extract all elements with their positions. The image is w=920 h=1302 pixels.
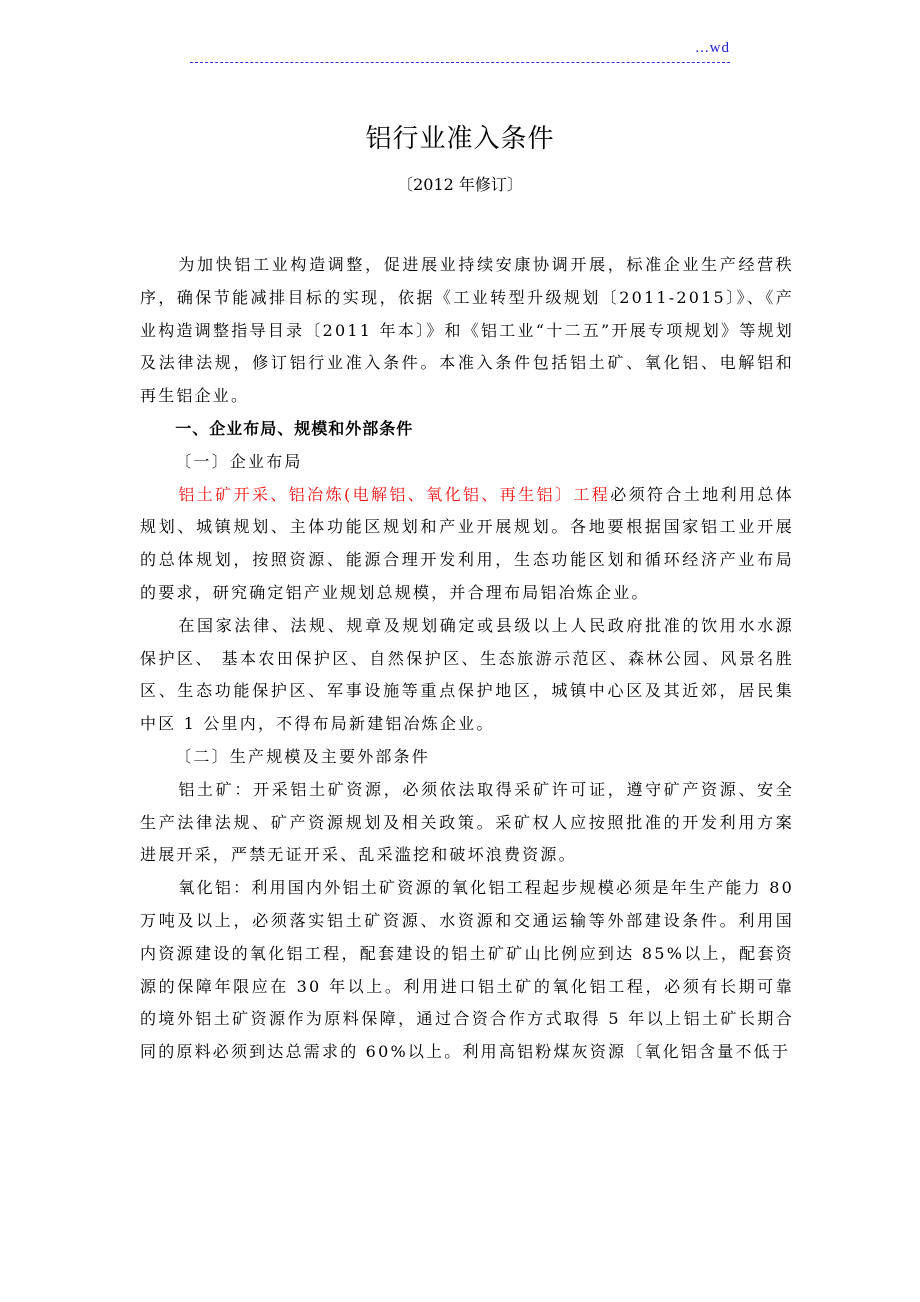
subsection-heading-1: 〔一〕企业布局 <box>175 451 303 471</box>
subsection-heading-2: 〔二〕生产规模及主要外部条件 <box>175 746 430 766</box>
header-mark: ...wd <box>695 40 730 56</box>
section-heading-1: 一、企业布局、规模和外部条件 <box>175 418 414 438</box>
bauxite-paragraph: 铝土矿：开采铝土矿资源，必须依法取得采矿许可证，遵守矿产资源、安全生产法律法规、矿产资源规划及相关政策。采矿权人应按照批准的开发利用方案进展开采，严禁无证开采、乱采滥挖和破坏浪费资源。 <box>140 779 794 865</box>
protection-paragraph: 在国家法律、法规、规章及规划确定或县级以上人民政府批准的饮用水水源保护区、 基本农田保护区、自然保护区、生态旅游示范区、森林公园、风景名胜区、生态功能保护区、军事设施等重点保护地区，城镇中心区及其近郊，居民集中区 1 公里内，不得布局新建铝冶炼企业。 <box>140 615 794 734</box>
alumina-paragraph: 氧化铝：利用国内外铝土矿资源的氧化铝工程起步规模必须是年生产能力 80 万吨及以上，必须落实铝土矿资源、水资源和交通运输等外部建设条件。利用国内资源建设的氧化铝工程，配套建设的铝土矿矿山比例应到达 85%以上，配套资源的保障年限应在 30 年以上。利用进口铝土矿的氧化铝工程，必须有长期可靠的境外铝土矿资源作为原料保障，通过合资合作方式取得 5 年以上铝土矿长期合同的原料必须到达总需求的 60%以上。利用高铝粉煤灰资源〔氧化铝含量不低于 <box>140 878 794 1062</box>
intro-paragraph: 为加快铝工业构造调整，促进展业持续安康协调开展，标准企业生产经营秩序，确保节能减排目标的实现，依据《工业转型升级规划〔2011-2015〕》、《产业构造调整指导目录〔2011 年本〕》和《铝工业“十二五”开展专项规划》等规划及法律法规，修订铝行业准入条件。本准入条件包括铝土矿、氧化铝、电解铝和再生铝企业。 <box>140 255 794 406</box>
highlighted-text: 铝土矿开采、铝冶炼(电解铝、氧化铝、再生铝〕工程 <box>178 484 611 504</box>
document-subtitle: 〔2012 年修订〕 <box>397 175 523 194</box>
layout-paragraph <box>140 479 794 610</box>
document-title: 铝行业准入条件 <box>365 124 555 154</box>
page-header-rule <box>190 40 730 63</box>
document-body <box>140 249 794 1069</box>
layout-text: 必须符合土地利用总体规划、城镇规划、主体功能区规划和产业开展规划。各地要根据国家铝工业开展的总体规划，按照资源、能源合理开发利用，生态功能区划和循环经济产业布局的要求，研究确定铝产业规划总规模，并合理布局铝冶炼企业。 <box>140 484 794 602</box>
